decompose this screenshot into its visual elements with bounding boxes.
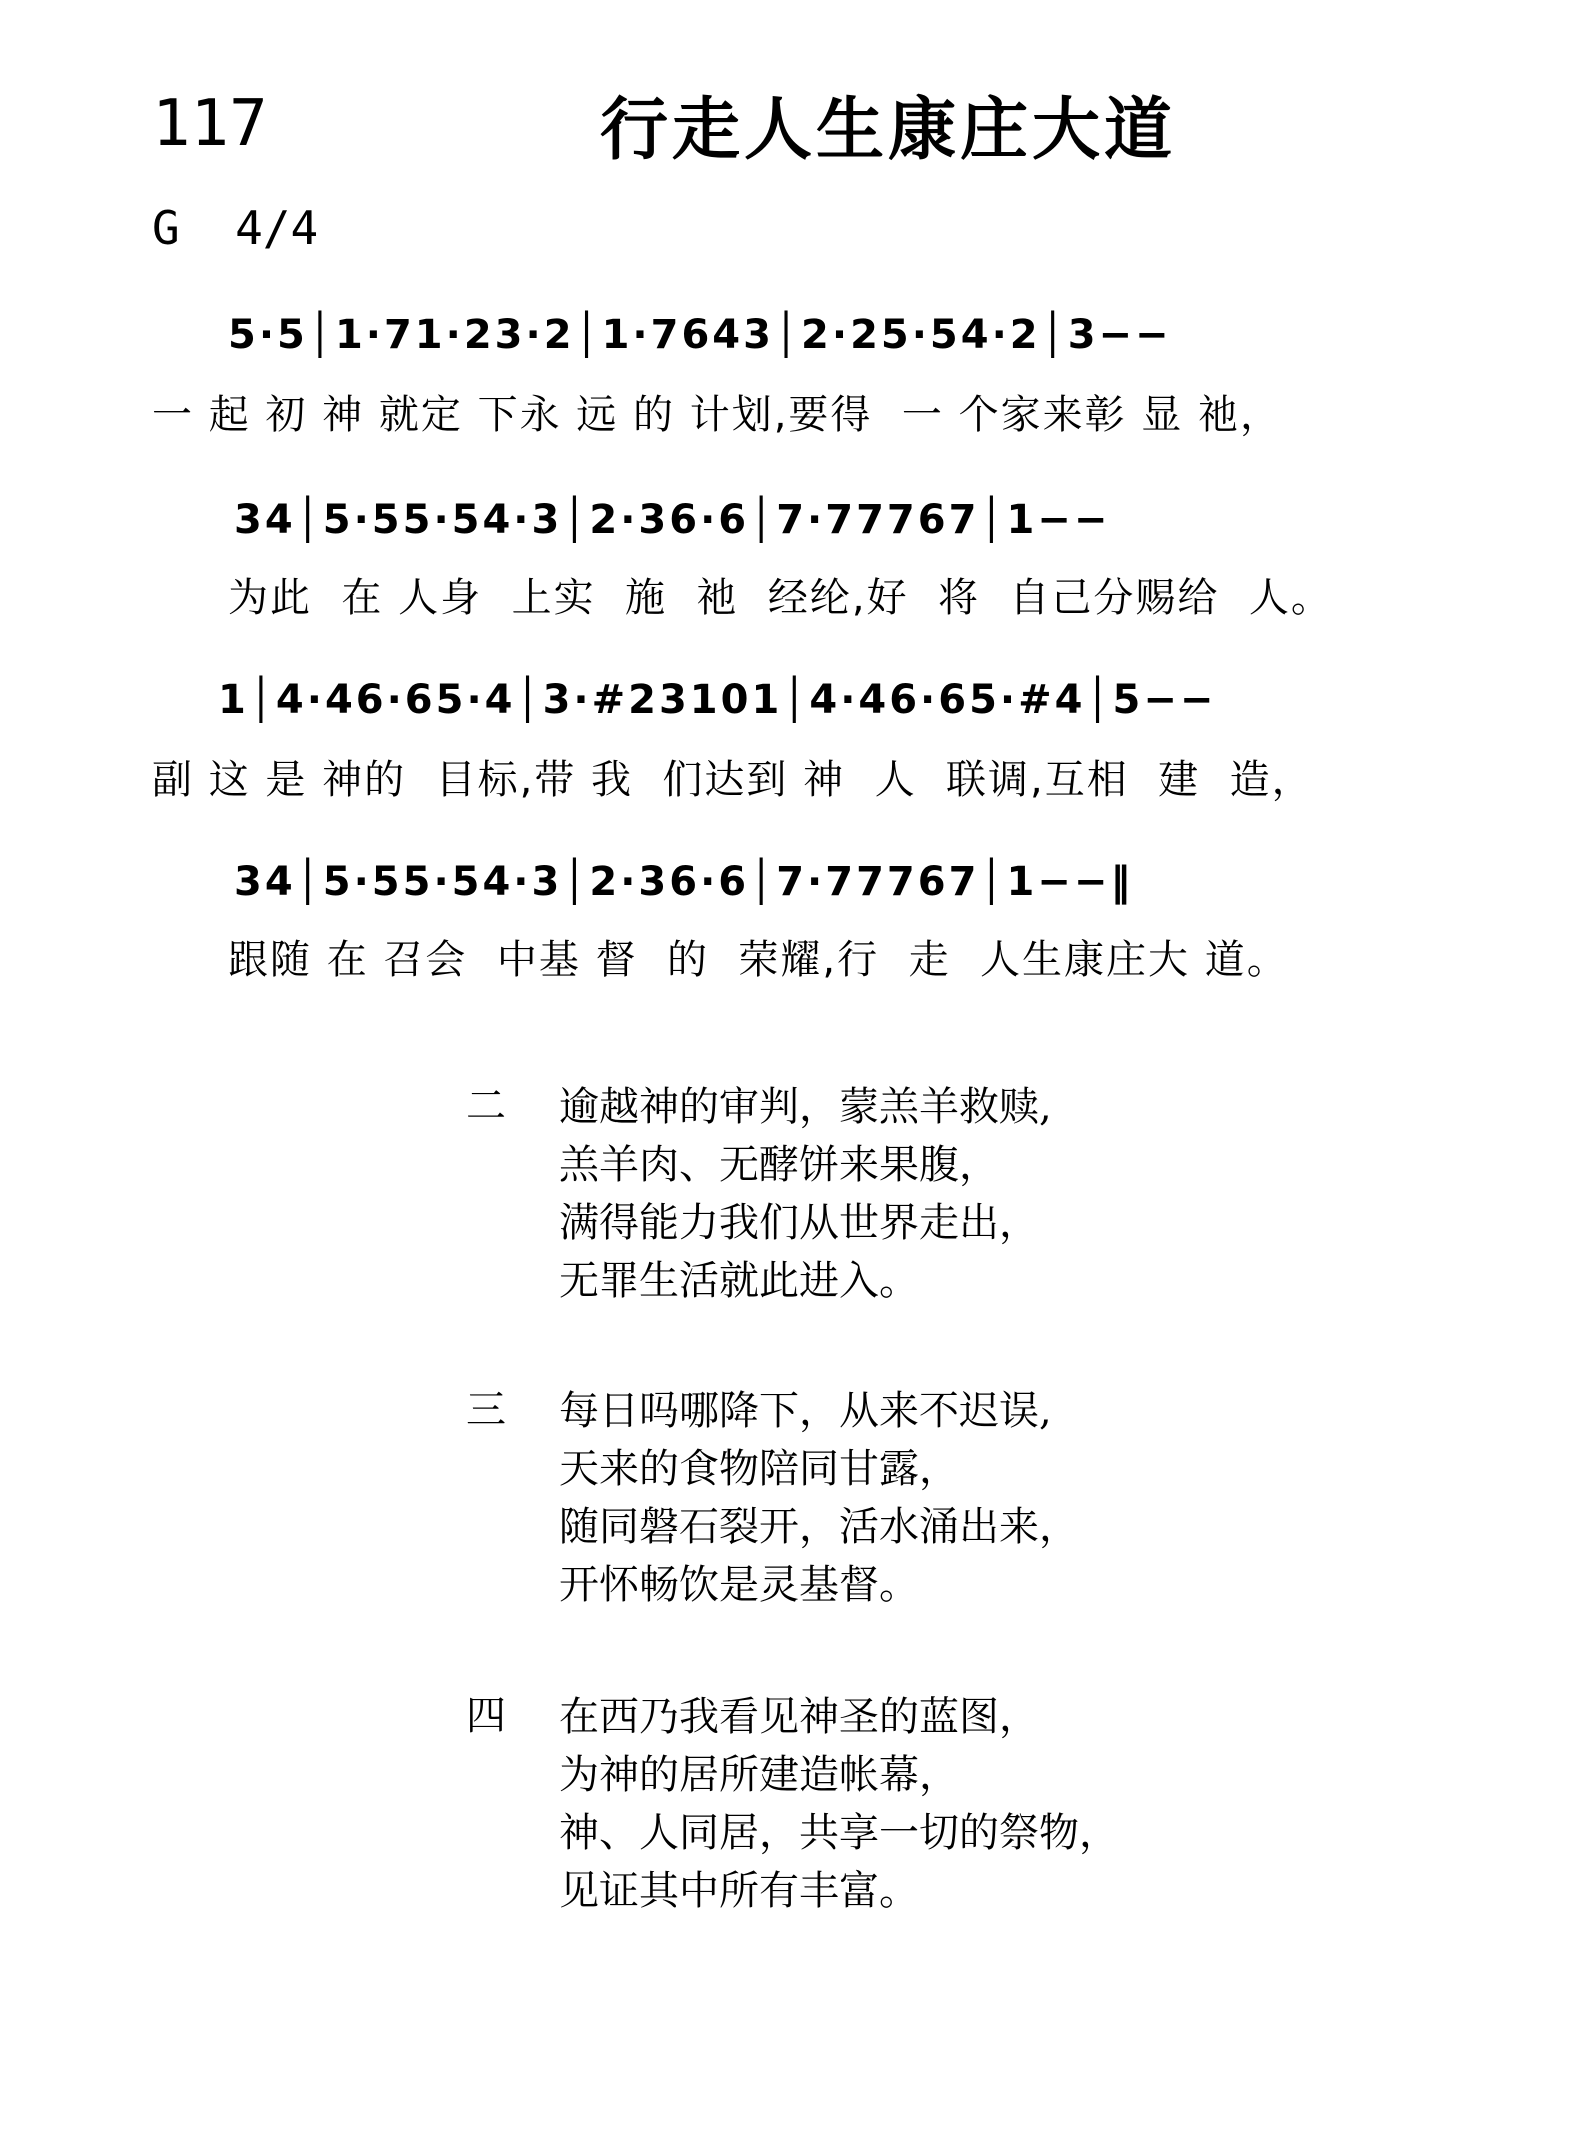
score-line-4-lyrics: 跟随 在 召会 中基 督 的 荣耀,行 走 人生康庄大 道。 [228,937,1289,983]
hymn-title: 行走人生康庄大道 [600,90,1177,170]
verse-line: 无罪生活就此进入。 [559,1258,919,1304]
verse-line: 在西乃我看见神圣的蓝图， [559,1694,1039,1740]
score-line-3-lyrics: 副 这 是 神的 目标,带 我 们达到 神 人 联调,互相 建 造， [152,757,1314,803]
verse-number: 四 [466,1693,506,1739]
verse-line: 满得能力我们从世界走出， [559,1200,1039,1246]
verse-line: 开怀畅饮是灵基督。 [559,1562,919,1608]
verse-lines [559,1086,1052,1318]
score-line-2-notes: 34│5·55·54·3│2·36·6│7·77767│1−− [234,497,1111,543]
verse-line: 随同磐石裂开，活水涌出来， [559,1504,1079,1550]
hymn-number: 117 [152,87,268,161]
key-time-signature: G 4/4 [152,201,319,255]
verse-line: 天来的食物陪同甘露， [559,1446,959,1492]
score-line-2-lyrics: 为此 在 人身 上实 施 祂 经纶,好 将 自己分赐给 人。 [228,575,1333,621]
verse-line: 羔羊肉、无酵饼来果腹， [559,1142,999,1188]
verse-number: 三 [466,1387,506,1433]
verse-line: 每日吗哪降下，从来不迟误, [559,1388,1052,1434]
verse-lines [559,1696,1119,1928]
score-line-1-notes: 5·5│1·71·23·2│1·7643│2·25·54·2│3−− [228,312,1172,358]
verse-line: 为神的居所建造帐幕， [559,1752,959,1798]
score-line-4-notes: 34│5·55·54·3│2·36·6│7·77767│1−−‖ [234,859,1134,905]
verse-line: 逾越神的审判，蒙羔羊救赎, [559,1084,1052,1130]
score-line-1-lyrics: 一 起 初 神 就定 下永 远 的 计划,要得 一 个家来彰 显 祂， [152,392,1283,438]
verse-number: 二 [466,1083,506,1129]
verse-line: 见证其中所有丰富。 [559,1868,919,1914]
verse-line: 神、人同居，共享一切的祭物， [559,1810,1119,1856]
verse-lines [559,1390,1079,1622]
score-line-3-notes: 1│4·46·65·4│3·#23101│4·46·65·#4│5−− [218,677,1217,723]
